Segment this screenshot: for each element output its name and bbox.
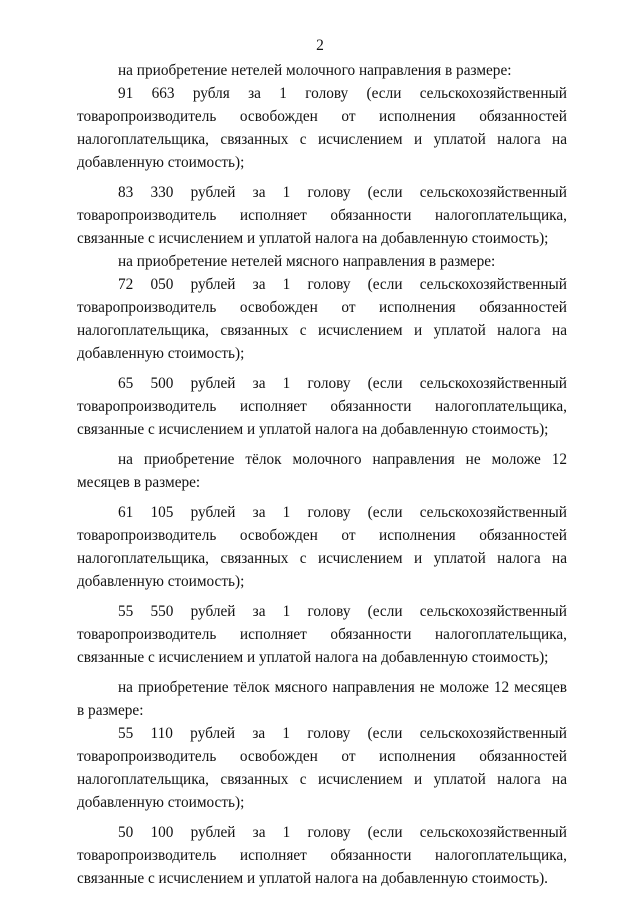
paragraph-dairy-calves-exempt: 61 105 рублей за 1 голову (если сельскохозяйственный товаропроизводитель освобожден от исполнения обязанностей налогоплательщика, связанных с исчислением и уплатой налога на добавленную стоимость); [77, 504, 567, 590]
paragraph-dairy-calves-vat: 55 550 рублей за 1 голову (если сельскохозяйственный товаропроизводитель исполняет обязанности налогоплательщика, связанные с исчислением и уплатой налога на добавленную стоимость); [77, 603, 567, 666]
paragraph-dairy-calves-heading: на приобретение тёлок молочного направления не моложе 12 месяцев в размере: [77, 451, 567, 491]
page-number: 2 [316, 37, 324, 54]
paragraph-beef-heifers-exempt: 72 050 рублей за 1 голову (если сельскохозяйственный товаропроизводитель освобожден от исполнения обязанностей налогоплательщика, связанных с исчислением и уплатой налога на добавленную стоимость); [77, 276, 567, 362]
paragraph-beef-calves-heading: на приобретение тёлок мясного направления не моложе 12 месяцев в размере: [77, 679, 567, 719]
paragraph-dairy-heifers-heading: на приобретение нетелей молочного направления в размере: [118, 62, 512, 79]
paragraph-dairy-heifers-exempt: 91 663 рубля за 1 голову (если сельскохозяйственный товаропроизводитель освобожден от исполнения обязанностей налогоплательщика, связанных с исчислением и уплатой налога на добавленную стоимость); [77, 85, 567, 171]
paragraph-beef-heifers-heading: на приобретение нетелей мясного направления в размере: [118, 253, 496, 270]
document-body [77, 59, 567, 890]
paragraph-beef-heifers-vat: 65 500 рублей за 1 голову (если сельскохозяйственный товаропроизводитель исполняет обязанности налогоплательщика, связанные с исчислением и уплатой налога на добавленную стоимость); [77, 375, 567, 438]
paragraph-dairy-heifers-vat: 83 330 рублей за 1 голову (если сельскохозяйственный товаропроизводитель исполняет обязанности налогоплательщика, связанные с исчислением и уплатой налога на добавленную стоимость); [77, 184, 567, 247]
paragraph-beef-calves-vat: 50 100 рублей за 1 голову (если сельскохозяйственный товаропроизводитель исполняет обязанности налогоплательщика, связанные с исчислением и уплатой налога на добавленную стоимость). [77, 824, 567, 887]
paragraph-beef-calves-exempt: 55 110 рублей за 1 голову (если сельскохозяйственный товаропроизводитель освобожден от исполнения обязанностей налогоплательщика, связанных с исчислением и уплатой налога на добавленную стоимость); [77, 725, 567, 811]
